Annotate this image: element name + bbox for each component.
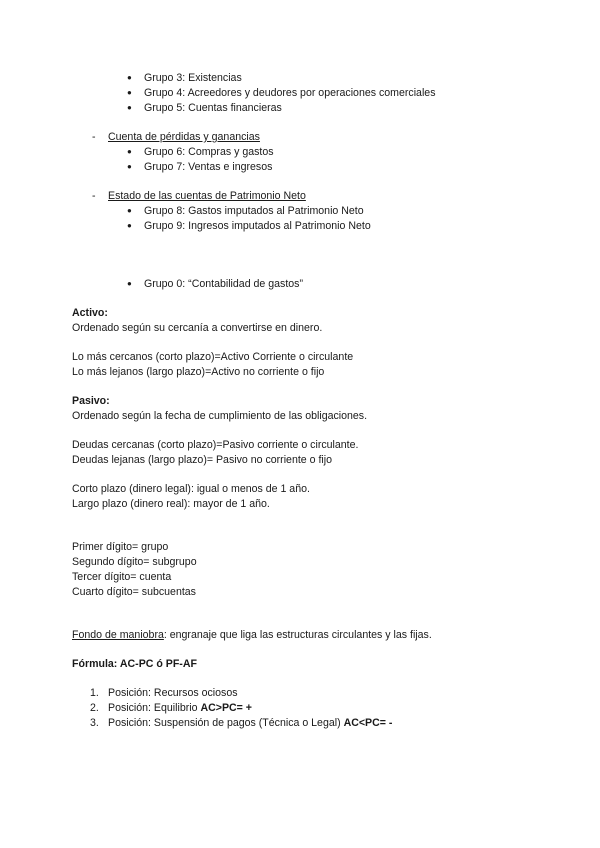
section-title-pyg: Cuenta de pérdidas y ganancias	[108, 131, 260, 143]
bullet-grupo-0: ● Grupo 0: “Contabilidad de gastos”	[144, 277, 303, 292]
digito-line: Cuarto dígito= subcuentas	[72, 586, 196, 598]
digito-line: Primer dígito= grupo	[72, 541, 169, 553]
bullet-grupo-8: ● Grupo 8: Gastos imputados al Patrimonio Neto	[144, 204, 364, 219]
pasivo-no-corriente-line: Deudas lejanas (largo plazo)= Pasivo no corriente o fijo	[72, 454, 332, 466]
bullet-grupo-5: ● Grupo 5: Cuentas financieras	[144, 101, 282, 116]
posicion-text: Posición: Suspensión de pagos (Técnica o Legal)	[108, 717, 344, 729]
dash-marker: -	[92, 131, 96, 143]
fondo-maniobra-line	[72, 628, 432, 643]
bullet-grupo-9: ● Grupo 9: Ingresos imputados al Patrimonio Neto	[144, 219, 371, 234]
pasivo-description: Ordenado según la fecha de cumplimiento de las obligaciones.	[72, 410, 368, 422]
posicion-item	[108, 701, 252, 716]
posicion-formula: AC<PC= -	[343, 717, 393, 729]
formula-heading: Fórmula: AC-PC ó PF-AF	[72, 658, 197, 670]
posicion-item	[108, 716, 392, 731]
bullet-grupo-6: ● Grupo 6: Compras y gastos	[144, 145, 274, 160]
fondo-maniobra-definition: : engranaje que liga las estructuras circulantes y las fijas.	[163, 629, 432, 641]
dash-marker: -	[92, 190, 96, 202]
fondo-maniobra-term: Fondo de maniobra	[72, 629, 164, 641]
bullet-grupo-3: ● Grupo 3: Existencias	[144, 71, 242, 86]
list-number: 3.	[90, 717, 99, 729]
section-title-epn: Estado de las cuentas de Patrimonio Neto	[108, 190, 306, 202]
posicion-formula: AC>PC= +	[200, 702, 252, 714]
pasivo-heading: Pasivo:	[72, 395, 110, 407]
activo-no-corriente-line: Lo más lejanos (largo plazo)=Activo no corriente o fijo	[72, 366, 325, 378]
list-number: 2.	[90, 702, 99, 714]
posicion-text: Posición: Equilibrio	[108, 702, 201, 714]
bullet-grupo-7: ● Grupo 7: Ventas e ingresos	[144, 160, 272, 175]
activo-corriente-line: Lo más cercanos (corto plazo)=Activo Corriente o circulante	[72, 351, 354, 363]
pasivo-corriente-line: Deudas cercanas (corto plazo)=Pasivo corriente o circulante.	[72, 439, 359, 451]
activo-description: Ordenado según su cercanía a convertirse en dinero.	[72, 322, 323, 334]
list-number: 1.	[90, 687, 99, 699]
digito-line: Tercer dígito= cuenta	[72, 571, 172, 583]
digito-line: Segundo dígito= subgrupo	[72, 556, 197, 568]
largo-plazo-line: Largo plazo (dinero real): mayor de 1 año.	[72, 498, 270, 510]
posicion-item	[108, 686, 238, 701]
corto-plazo-line: Corto plazo (dinero legal): igual o menos de 1 año.	[72, 483, 310, 495]
posicion-text: Posición: Recursos ociosos	[108, 687, 238, 699]
bullet-grupo-4: ● Grupo 4: Acreedores y deudores por operaciones comerciales	[144, 86, 436, 101]
activo-heading: Activo:	[72, 307, 108, 319]
